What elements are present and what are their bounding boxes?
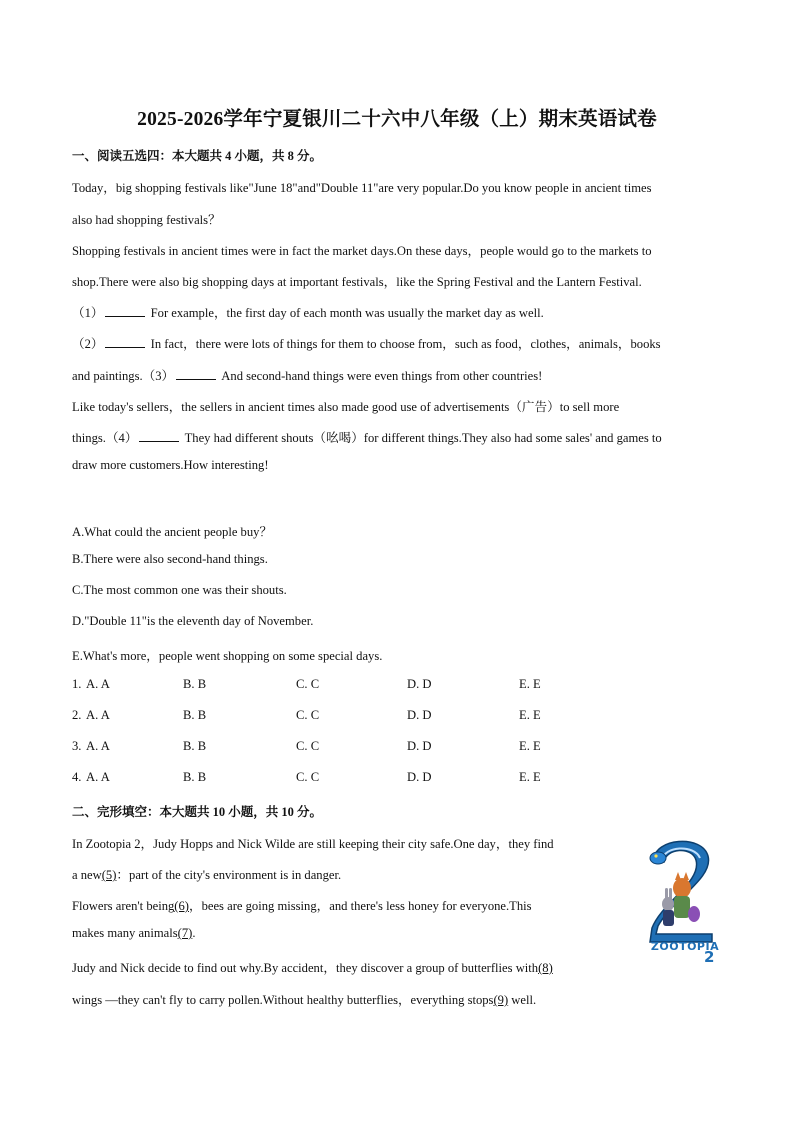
option-b[interactable]: B. B bbox=[183, 739, 207, 753]
cloze-text: Judy and Nick decide to find out why.By accident，they discover a group of butterflies with bbox=[72, 961, 539, 975]
zootopia-logo-text: ZOOTOPIA bbox=[650, 940, 720, 953]
question-row-1 bbox=[72, 677, 632, 693]
zootopia-logo-number: 2 bbox=[704, 948, 715, 966]
page-title: 2025-2026学年宁夏银川二十六中八年级（上）期末英语试卷 bbox=[137, 109, 657, 130]
cloze-blank-5[interactable]: (5) bbox=[101, 868, 117, 882]
question-row-2 bbox=[72, 708, 632, 724]
question-number: 2. bbox=[72, 708, 82, 722]
cloze-line bbox=[72, 864, 341, 883]
cloze-text: Flowers aren't being bbox=[72, 899, 175, 913]
answer-blank[interactable] bbox=[105, 336, 145, 348]
passage-line-blank-3 bbox=[72, 365, 542, 384]
option-a[interactable]: A. A bbox=[86, 677, 110, 691]
passage-line-blank-2 bbox=[72, 333, 661, 352]
cloze-text: makes many animals bbox=[72, 926, 178, 940]
option-d[interactable]: D. D bbox=[407, 708, 432, 722]
passage-line-blank-4 bbox=[72, 427, 662, 446]
option-b[interactable]: B. B bbox=[183, 770, 207, 784]
option-e[interactable]: E. E bbox=[519, 739, 541, 753]
passage-line: Today，big shopping festivals like"June 18"and"Double 11"are very popular.Do you know people in ancient times bbox=[72, 181, 652, 195]
choice-item: D."Double 11"is the eleventh day of November. bbox=[72, 614, 314, 628]
cloze-blank-6[interactable]: (6) bbox=[174, 899, 189, 913]
option-c[interactable]: C. C bbox=[296, 708, 320, 722]
answer-blank[interactable] bbox=[176, 368, 216, 380]
cloze-text: . bbox=[192, 926, 196, 940]
cloze-line bbox=[72, 895, 532, 914]
passage-text: and paintings.（3） bbox=[72, 369, 175, 383]
question-number: 1. bbox=[72, 677, 82, 691]
option-d[interactable]: D. D bbox=[407, 677, 432, 691]
passage-text: And second-hand things were even things from other countries! bbox=[221, 369, 543, 383]
section-heading-reading: 一、阅读五选四：本大题共 4 小题，共 8 分。 bbox=[72, 149, 323, 163]
choice-item: E.What's more，people went shopping on some special days. bbox=[72, 649, 383, 663]
passage-text: They had different shouts（吆喝）for different things.They also had some sales' and games to bbox=[184, 431, 662, 445]
cloze-text: well. bbox=[508, 993, 537, 1007]
answer-blank[interactable] bbox=[105, 305, 145, 317]
passage-text: things.（4） bbox=[72, 431, 138, 445]
choice-item: C.The most common one was their shouts. bbox=[72, 583, 287, 597]
cloze-blank-8[interactable]: (8) bbox=[538, 961, 553, 975]
passage-line-blank-1 bbox=[72, 302, 544, 321]
cloze-line bbox=[72, 926, 195, 941]
passage-line: shop.There were also big shopping days at important festivals，like the Spring Festival and the Lantern Festival. bbox=[72, 275, 642, 289]
question-row-4 bbox=[72, 770, 632, 786]
option-c[interactable]: C. C bbox=[296, 770, 320, 784]
option-a[interactable]: A. A bbox=[86, 739, 110, 753]
cloze-line bbox=[72, 989, 536, 1008]
passage-text: In fact，there were lots of things for them to choose from，such as food，clothes，animals，books bbox=[150, 337, 661, 351]
blank-number: （2） bbox=[72, 337, 104, 351]
blank-number: （1） bbox=[72, 306, 104, 320]
option-e[interactable]: E. E bbox=[519, 677, 541, 691]
option-e[interactable]: E. E bbox=[519, 770, 541, 784]
question-number: 3. bbox=[72, 739, 82, 753]
option-b[interactable]: B. B bbox=[183, 677, 207, 691]
passage-text: For example，the first day of each month was usually the market day as well. bbox=[150, 306, 544, 320]
cloze-text: ，bees are going missing，and there's less honey for everyone.This bbox=[188, 899, 532, 913]
option-a[interactable]: A. A bbox=[86, 770, 110, 784]
question-number: 4. bbox=[72, 770, 82, 784]
option-b[interactable]: B. B bbox=[183, 708, 207, 722]
cloze-blank-7[interactable]: (7) bbox=[177, 926, 193, 940]
option-c[interactable]: C. C bbox=[296, 677, 320, 691]
answer-blank[interactable] bbox=[139, 430, 179, 442]
passage-line: Shopping festivals in ancient times were in fact the market days.On these days，people would go to the markets to bbox=[72, 244, 652, 258]
option-d[interactable]: D. D bbox=[407, 739, 432, 753]
cloze-text: a new bbox=[72, 868, 102, 882]
passage-line: also had shopping festivals？ bbox=[72, 213, 221, 227]
question-row-3 bbox=[72, 739, 632, 755]
cloze-text: ：part of the city's environment is in danger. bbox=[116, 868, 342, 882]
option-a[interactable]: A. A bbox=[86, 708, 110, 722]
cloze-blank-9[interactable]: (9) bbox=[493, 993, 509, 1007]
choice-item: A.What could the ancient people buy？ bbox=[72, 525, 273, 539]
option-d[interactable]: D. D bbox=[407, 770, 432, 784]
passage-line: draw more customers.How interesting! bbox=[72, 458, 269, 472]
cloze-text: wings —they can't fly to carry pollen.Without healthy butterflies，everything stops bbox=[72, 993, 494, 1007]
option-c[interactable]: C. C bbox=[296, 739, 320, 753]
zootopia-poster-image bbox=[632, 830, 728, 968]
section-heading-cloze: 二、完形填空：本大题共 10 小题，共 10 分。 bbox=[72, 805, 323, 819]
cloze-line bbox=[72, 957, 553, 976]
option-e[interactable]: E. E bbox=[519, 708, 541, 722]
passage-line: Like today's sellers，the sellers in ancient times also made good use of advertisements（广告）to sell more bbox=[72, 400, 620, 414]
cloze-line: In Zootopia 2，Judy Hopps and Nick Wilde are still keeping their city safe.One day，they find bbox=[72, 837, 554, 851]
choice-item: B.There were also second-hand things. bbox=[72, 552, 268, 566]
